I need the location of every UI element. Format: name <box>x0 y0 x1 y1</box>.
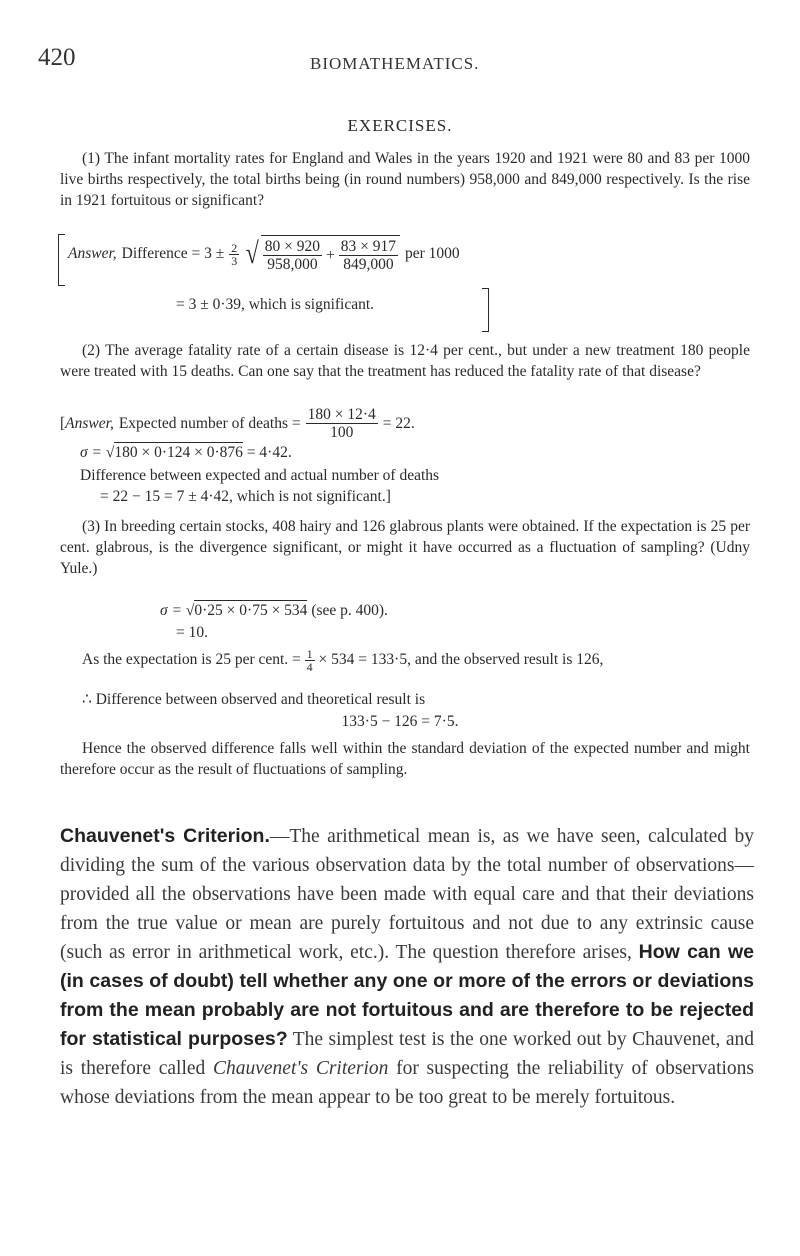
exercise-2-sigma: σ = √180 × 0·124 × 0·876 = 4·42. <box>80 444 292 461</box>
formula-suffix: per 1000 <box>405 245 460 262</box>
exercise-1-question: (1) The infant mortality rates for England and Wales in the years 1920 and 1921 were 80 and 83 per 1000 live births respectively, the total births being (in round numbers) 958,000 and 849,000 respectively. Is the rise in 1921 fortuitous or significant? <box>60 150 750 209</box>
exercise-2-difference-result: = 22 − 15 = 7 ± 4·42, which is not significant.] <box>100 488 391 505</box>
expected-deaths-fraction: $\frac{180 \times 12\cdot 4}{100}$ <box>307 406 376 441</box>
quarter-fraction: $\frac{1}{4}$ <box>306 647 313 674</box>
exercise-3-sigma-value: = 10. <box>176 624 208 641</box>
answer-label: Answer, <box>68 245 117 262</box>
exercises-title: EXERCISES. <box>347 116 453 135</box>
exercise-2-answer: [Answer, Expected number of deaths = $\frac{180 \times 12\cdot 4}{100}$ = 22. <box>60 406 415 441</box>
exercise-1-result: = 3 ± 0·39, which is significant. <box>176 296 375 313</box>
exercise-2-question: (2) The average fatality rate of a certain disease is 12·4 per cent., but under a new treatment 180 people were treated with 15 deaths. Can one say that the treatment has reduced the fatality rate of that disease? <box>60 342 750 380</box>
exercise-3-question: (3) In breeding certain stocks, 408 hairy and 126 glabrous plants were obtained. If the expectation is 25 per cent. glabrous, is the divergence significant, or might it have occurred as a fluctuation of sampling? (Udny Yule.) <box>60 518 750 577</box>
exercise-2-difference: Difference between expected and actual number of deaths <box>80 467 440 484</box>
chauvenet-criterion-name: Chauvenet's Criterion <box>212 1058 389 1079</box>
coefficient-fraction: $\frac{2}{3}$ <box>231 240 238 268</box>
answer-1-bracket-open <box>58 234 65 286</box>
fraction-1920: $\frac{80 \times 920}{958,000}$ <box>264 238 320 273</box>
exercise-3-expectation: As the expectation is 25 per cent. = $\frac{1}{4}$ × 534 = 133·5, and the observed result is 126, <box>82 647 604 674</box>
running-head: BIOMATHEMATICS. <box>310 54 480 73</box>
exercise-3-conclusion: Hence the observed difference falls well within the standard deviation of the expected number and might therefore occur as the result of fluctuations of sampling. <box>60 740 750 778</box>
formula-prefix: Difference = 3 ± <box>121 245 225 262</box>
square-root: √ $\frac{80 \times 920}{958,000}$ + $\frac{83 \times 917}{849,000}$ <box>244 235 400 273</box>
exercise-3-sigma: σ = √0·25 × 0·75 × 534 (see p. 400). <box>160 602 388 619</box>
exercise-3-difference-calc: 133·5 − 126 = 7·5. <box>341 713 459 730</box>
exercise-1-answer-formula <box>68 235 460 273</box>
fraction-1921: $\frac{83 \times 917}{849,000}$ <box>340 238 396 273</box>
page-number: 420 <box>38 44 76 71</box>
answer-1-bracket-close <box>482 288 489 332</box>
chauvenet-paragraph: Chauvenet's Criterion.—The arithmetical mean is, as we have seen, calculated by dividing the sum of the various observation data by the total number of observations—provided all the observations have been made with equal care and that their deviations from the true value or mean are purely fortuitous and not due to any extrinsic cause (such as error in arithmetical work, etc.). The question therefore arises, How can we (in cases of doubt) tell whether any one or more of the errors or deviations from the mean probably are not fortuitous and are therefore to be rejected for statistical purposes? The simplest test is the one worked out by Chauvenet, and is therefore called Chauvenet's Criterion for suspecting the reliability of observations whose deviations from the mean appear to be too great to be merely fortuitous. <box>60 825 755 1108</box>
chauvenet-heading: Chauvenet's Criterion. <box>60 825 270 847</box>
chauvenet-question: How can we (in cases of doubt) tell whether any one or more of the errors or deviations from the mean probably are not fortuitous and are therefore to be rejected for statistical purposes? <box>60 941 754 1050</box>
exercise-3-therefore: ∴ Difference between observed and theoretical result is <box>82 691 426 708</box>
